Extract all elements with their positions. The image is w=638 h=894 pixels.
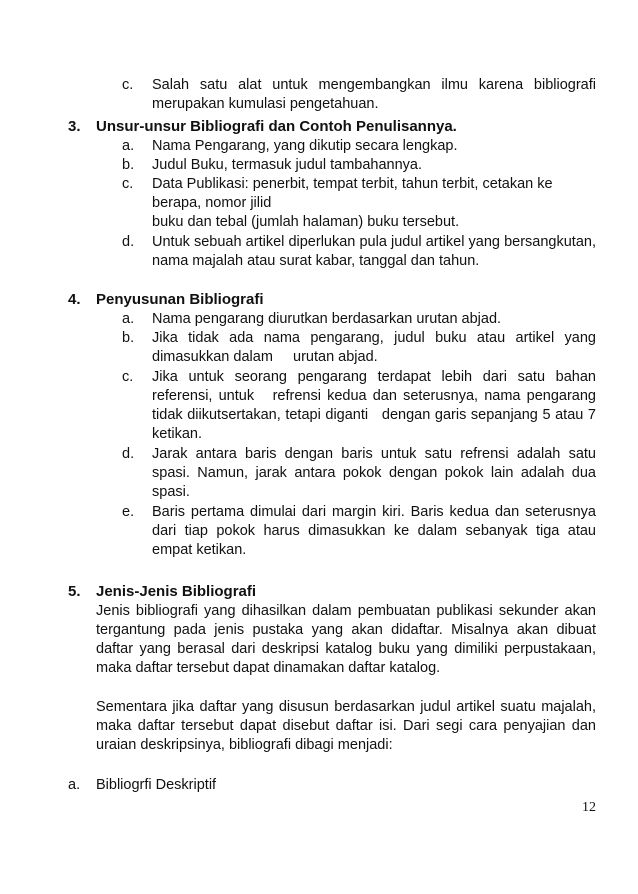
list-item	[122, 503, 596, 560]
item-text: Jarak antara baris dengan baris untuk satu refrensi adalah satu spasi. Namun, jarak antara pokok dengan pokok lain adalah dua spasi.	[152, 446, 596, 500]
paragraph: Jenis bibliografi yang dihasilkan dalam pembuatan publikasi sekunder akan tergantung pada jenis pustaka yang akan didaftar. Misalnya akan dibuat daftar yang berasal dari deskripsi katalog buku yang dimiliki perpustakaan, maka daftar tersebut dapat dinamakan daftar katalog.	[96, 603, 596, 676]
section-number: 3.	[68, 118, 81, 135]
sub-list-item	[68, 776, 216, 795]
item-label: b.	[122, 157, 135, 173]
section-title: Unsur-unsur Bibliografi dan Contoh Penulisannya.	[96, 118, 457, 135]
list-item	[122, 233, 596, 271]
list-item	[122, 175, 596, 232]
item-label: d.	[122, 446, 135, 462]
section-number: 4.	[68, 291, 81, 308]
list-item	[122, 368, 601, 444]
item-text: Bibliogrfi Deskriptif	[96, 777, 217, 793]
item-label: c.	[122, 369, 134, 385]
item-text: Untuk sebuah artikel diperlukan pula judul artikel yang bersangkutan, nama majalah atau surat kabar, tanggal dan tahun.	[152, 234, 596, 269]
section-title: Penyusunan Bibliografi	[96, 291, 264, 308]
list-item	[122, 329, 601, 367]
item-label: c.	[122, 176, 134, 192]
item-text: Jika untuk seorang pengarang terdapat lebih dari satu bahan referensi, untuk refrensi kedua dan seterusnya, nama pengarang tidak diikutsertakan, tetapi diganti dengan garis sepanjang 5 atau 7 ketikan.	[152, 369, 601, 442]
section-heading	[68, 290, 264, 309]
list-item	[122, 76, 596, 114]
section-heading	[68, 582, 256, 601]
section-number: 5.	[68, 583, 81, 600]
section-heading	[68, 117, 457, 136]
list-item	[122, 445, 596, 502]
item-text: Baris pertama dimulai dari margin kiri. Baris kedua dan seterusnya dari tiap pokok harus dimasukkan ke dalam sebanyak tiga atau empat ketikan.	[152, 504, 596, 558]
item-text: Jika tidak ada nama pengarang, judul buku atau artikel yang dimasukkan dalam urutan abjad.	[152, 330, 601, 365]
item-label: b.	[122, 330, 135, 346]
item-text: Nama pengarang diurutkan berdasarkan urutan abjad.	[152, 311, 502, 327]
item-label: a.	[122, 138, 135, 154]
item-text: Nama Pengarang, yang dikutip secara lengkap.	[152, 138, 458, 154]
item-label: e.	[122, 504, 135, 520]
item-label: c.	[122, 77, 134, 93]
item-text: Judul Buku, termasuk judul tambahannya.	[152, 157, 423, 173]
section-title: Jenis-Jenis Bibliografi	[96, 583, 257, 600]
item-text: Salah satu alat untuk mengembangkan ilmu karena bibliografi merupakan kumulasi pengetahuan.	[152, 77, 596, 112]
page-number: 12	[582, 800, 596, 815]
item-text: Data Publikasi: penerbit, tempat terbit, tahun terbit, cetakan ke berapa, nomor jilid buku dan tebal (jumlah halaman) buku tersebut.	[152, 176, 553, 230]
item-label: a.	[68, 777, 81, 793]
list-item	[122, 137, 596, 156]
list-item	[122, 156, 596, 175]
list-item	[122, 310, 596, 329]
item-label: a.	[122, 311, 135, 327]
item-label: d.	[122, 234, 135, 250]
paragraph: Sementara jika daftar yang disusun berdasarkan judul artikel suatu majalah, maka daftar tersebut dapat disebut daftar isi. Dari segi cara penyajian dan uraian deskripsinya, bibliografi dibagi menjadi:	[96, 699, 596, 753]
